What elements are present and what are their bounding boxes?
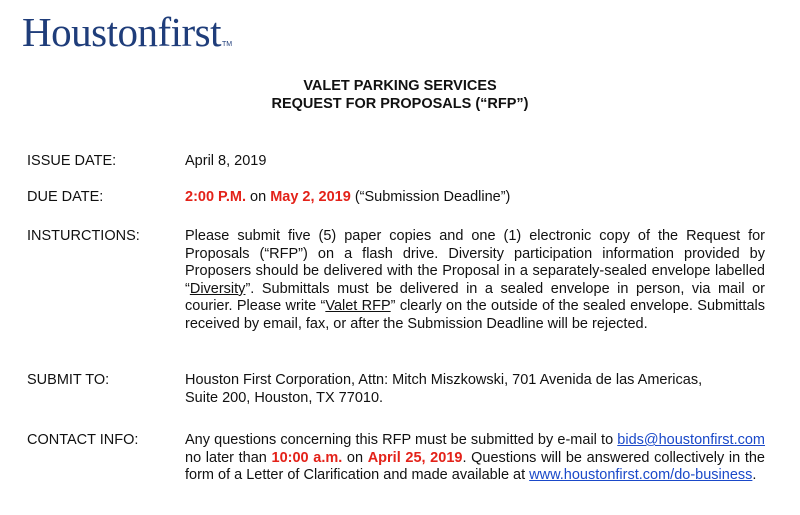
instructions-part-1: Please submit five (5) paper copies and one (1) electronic copy of the Request for Proposals (“RFP”) on a flash drive. Diversity participation information provided by Proposers should be delivered with the Proposal in a separately-sealed envelope labelled “ — [185, 228, 765, 297]
submit-to-address: Houston First Corporation, Attn: Mitch Miszkowski, 701 Avenida de las Americas, Suite 200, Houston, TX 77010. — [185, 372, 703, 406]
question-deadline-time: 10:00 a.m. — [271, 449, 343, 466]
instructions-part-2: ”. Submittals must be delivered in a sealed envelope in person, via mail or courier. Please write “ — [185, 280, 765, 315]
diversity-underlined: Diversity — [189, 280, 246, 297]
logo-wordmark: Houstonfirst — [22, 9, 221, 55]
instructions-part-3: ” clearly on the outside of the sealed envelope. Submittals received by email, fax, or after the Submission Deadline will be rejected. — [185, 298, 765, 332]
issue-date-label: ISSUE DATE: — [27, 153, 117, 169]
contact-part-3: . Questions will be answered collectively in the form of a Letter of Clarification and made available at — [185, 449, 765, 484]
logo-trademark: TM — [222, 41, 233, 48]
due-date-value — [185, 189, 765, 207]
due-date: May 2, 2019 — [270, 189, 351, 205]
contact-part-1: Any questions concerning this RFP must be submitted by e-mail to — [185, 432, 618, 448]
instructions-label: INSTURCTIONS: — [27, 228, 140, 244]
houstonfirst-logo — [22, 8, 232, 56]
due-date-label: DUE DATE: — [27, 189, 104, 205]
website-link[interactable]: www.houstonfirst.com/do-business — [529, 467, 753, 484]
contact-part-4: . — [752, 467, 757, 484]
due-deadline-text: (“Submission Deadline”) — [350, 189, 511, 205]
document-subtitle: REQUEST FOR PROPOSALS (“RFP”) — [271, 96, 529, 112]
submit-to-label: SUBMIT TO: — [27, 372, 110, 388]
question-deadline-date: April 25, 2019 — [367, 449, 463, 466]
document-title: VALET PARKING SERVICES — [303, 78, 497, 94]
valet-rfp-underlined: Valet RFP — [325, 298, 391, 315]
due-on-text: on — [246, 189, 271, 205]
due-time: 2:00 P.M. — [185, 189, 246, 205]
email-link[interactable]: bids@houstonfirst.com — [617, 432, 765, 448]
contact-info-label: CONTACT INFO: — [27, 432, 139, 448]
contact-info-text — [185, 432, 765, 485]
instructions-text — [185, 228, 765, 334]
issue-date-value: April 8, 2019 — [185, 153, 267, 169]
contact-on-text: on — [342, 449, 368, 466]
contact-part-2: no later than — [185, 449, 272, 466]
